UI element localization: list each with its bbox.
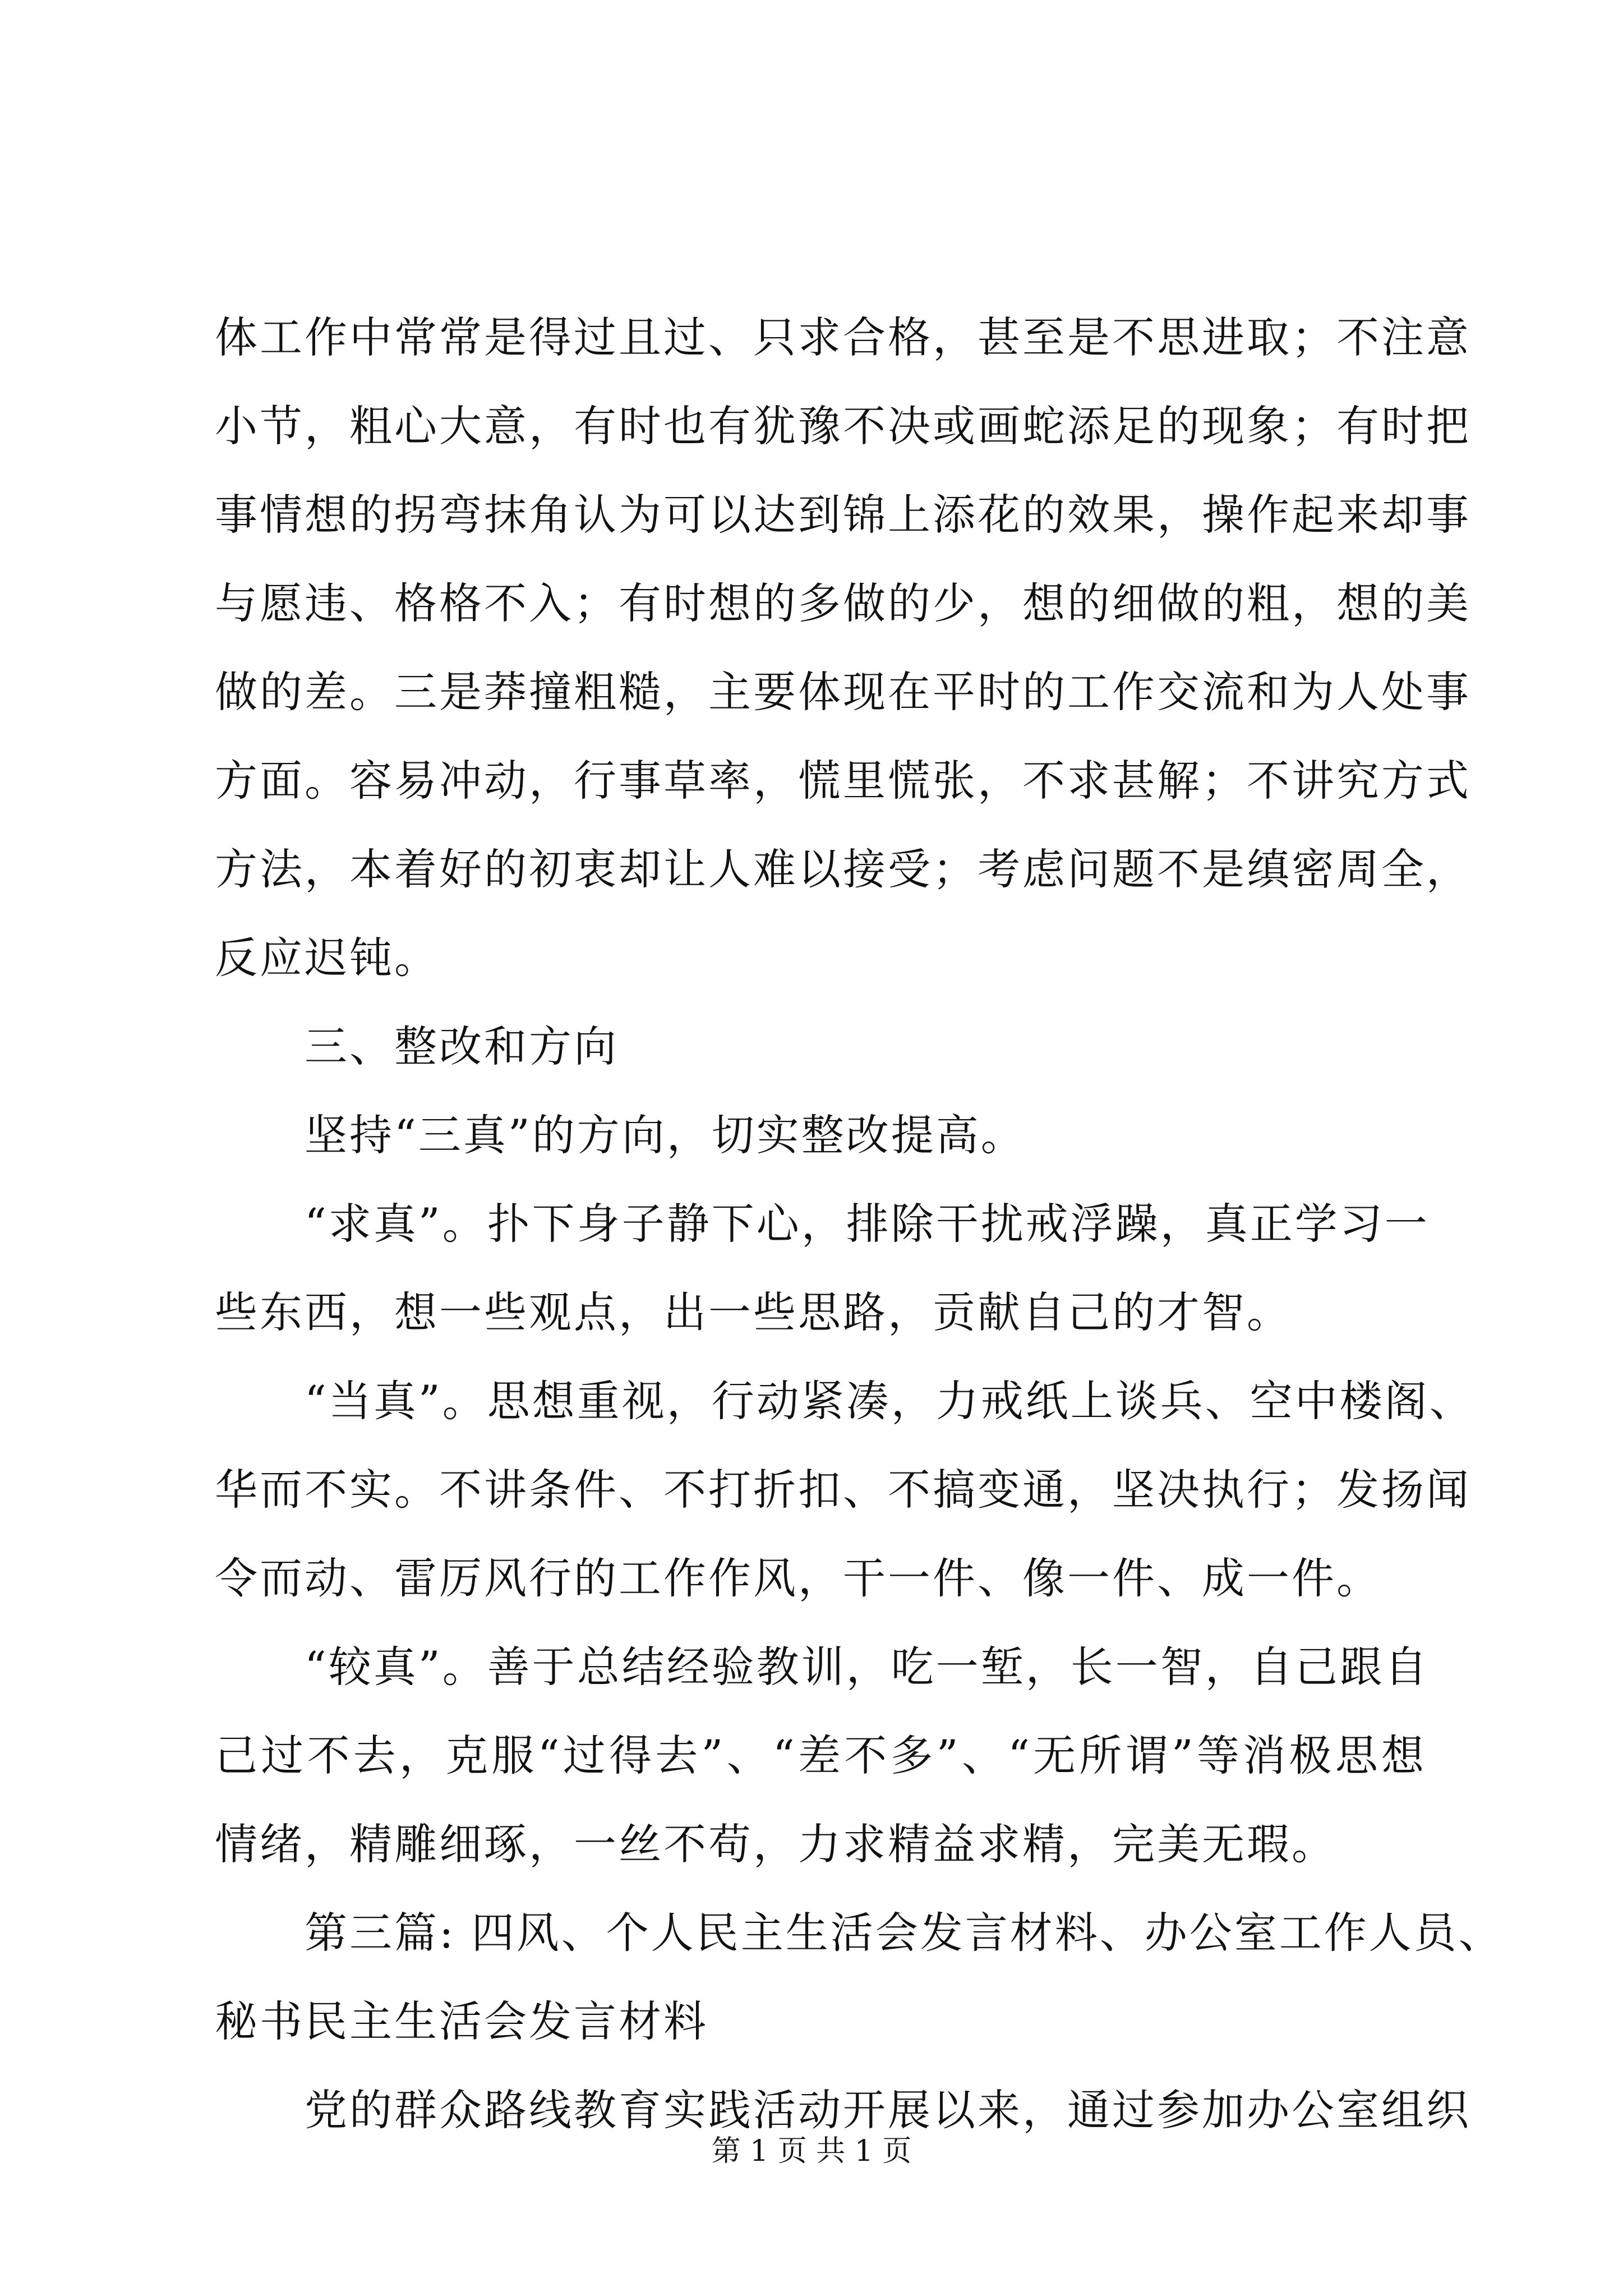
body-text [215, 293, 1504, 2155]
text-line: 方面。容易冲动，行事草率，慌里慌张，不求甚解；不讲究方式 [215, 756, 1471, 806]
text-line: 与愿违、格格不入；有时想的多做的少，想的细做的粗，想的美 [215, 578, 1471, 628]
text-line: 令而动、雷厉风行的工作作风，干一件、像一件、成一件。 [215, 1553, 1381, 1603]
text-line: 己过不去，克服“过得去”、“差不多”、“无所谓”等消极思想 [215, 1731, 1426, 1780]
text-line: 秘书民主生活会发言材料 [215, 1996, 708, 2046]
section-heading: 三、整改和方向 [305, 1022, 619, 1071]
text-line: “求真”。扑下身子静下心，排除干扰戒浮躁，真正学习一 [305, 1199, 1430, 1249]
text-line: 华而不实。不讲条件、不打折扣、不搞变通，坚决执行；发扬闻 [215, 1465, 1471, 1515]
text-line: 反应迟钝。 [215, 933, 439, 983]
text-line: 小节，粗心大意，有时也有犹豫不决或画蛇添足的现象；有时把 [215, 401, 1471, 451]
text-line: 第三篇: 四风、个人民主生活会发言材料、办公室工作人员、 [305, 1908, 1504, 1958]
text-line: “当真”。思想重视，行动紧凑，力戒纸上谈兵、空中楼阁、 [305, 1376, 1474, 1426]
text-line: 做的差。三是莽撞粗糙，主要体现在平时的工作交流和为人处事 [215, 667, 1471, 717]
text-line: “较真”。善于总结经验教训，吃一堑，长一智，自己跟自 [305, 1642, 1430, 1692]
text-line: 情绪，精雕细琢，一丝不苟，力求精益求精，完美无瑕。 [215, 1819, 1336, 1869]
text-line: 些东西，想一些观点，出一些思路，贡献自己的才智。 [215, 1287, 1292, 1337]
text-line: 体工作中常常是得过且过、只求合格，甚至是不思进取；不注意 [215, 312, 1471, 362]
page-number-label: 第 1 页 共 1 页 [711, 2134, 912, 2168]
text-line: 坚持“三真”的方向，切实整改提高。 [305, 1110, 1026, 1160]
text-line: 方法，本着好的初衷却让人难以接受；考虑问题不是缜密周全， [215, 844, 1471, 894]
text-line: 党的群众路线教育实践活动开展以来，通过参加办公室组织 [305, 2085, 1471, 2135]
text-line: 事情想的拐弯抹角认为可以达到锦上添花的效果，操作起来却事 [215, 490, 1471, 540]
page-footer [0, 2134, 1623, 2168]
